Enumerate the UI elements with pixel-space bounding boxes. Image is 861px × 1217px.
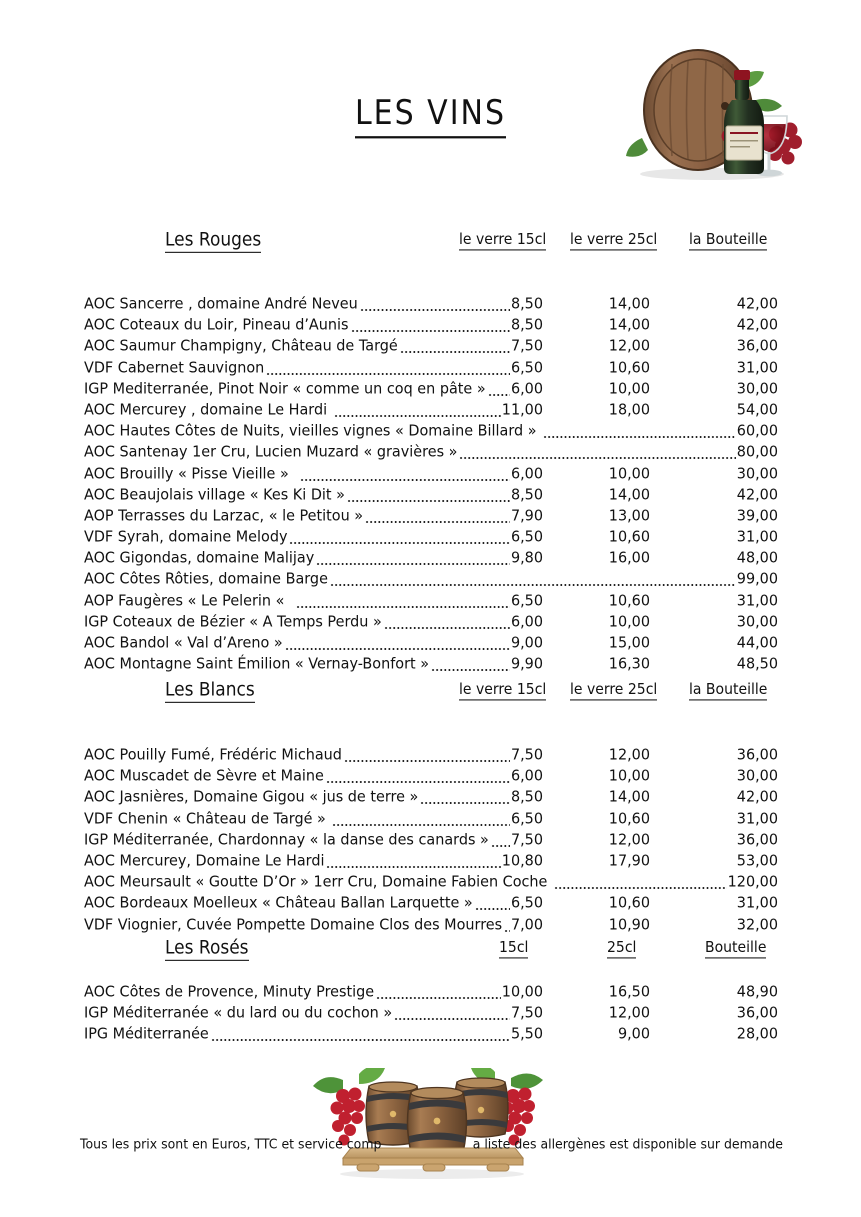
wine-row bbox=[0, 917, 861, 938]
wine-row bbox=[0, 423, 861, 444]
footer-prices-note: Tous les prix sont en Euros, TTC et service comp bbox=[80, 1136, 382, 1152]
price-glass15: 7,00 bbox=[510, 916, 543, 934]
wine-row bbox=[0, 529, 861, 550]
price-bottle: 36,00 bbox=[736, 831, 778, 849]
wine-row bbox=[0, 508, 861, 529]
wine-name: VDF Viognier, Cuvée Pompette Domaine Clos des Mourres bbox=[84, 916, 503, 934]
column-header-glass15-blancs: le verre 15cl bbox=[459, 682, 546, 701]
wine-name: IGP Méditerranée « du lard ou du cochon » bbox=[84, 1005, 393, 1022]
price-glass25: 12,00 bbox=[608, 1005, 650, 1022]
price-glass15: 11,00 bbox=[501, 401, 543, 419]
price-glass15: 5,50 bbox=[510, 1026, 543, 1044]
wine-name: AOC Jasnières, Domaine Gigou « jus de terre » bbox=[84, 789, 419, 807]
wine-row bbox=[0, 984, 861, 1005]
wine-name: AOC Bordeaux Moelleux « Château Ballan Larquette » bbox=[84, 895, 473, 912]
price-glass25: 14,00 bbox=[608, 317, 650, 334]
price-glass25: 16,30 bbox=[608, 656, 650, 673]
price-bottle: 30,00 bbox=[736, 613, 778, 631]
wine-name: AOC Muscadet de Sèvre et Maine bbox=[84, 768, 324, 785]
price-glass25: 10,60 bbox=[608, 592, 650, 610]
page-title: LES VINS bbox=[355, 94, 506, 139]
price-bottle: 31,00 bbox=[736, 895, 778, 912]
wine-name: AOC Montagne Saint Émilion « Vernay-Bonfort » bbox=[84, 656, 430, 673]
price-bottle: 39,00 bbox=[736, 507, 778, 525]
wine-name: VDF Syrah, domaine Melody bbox=[84, 529, 288, 546]
price-bottle: 31,00 bbox=[736, 592, 778, 610]
wine-name: VDF Cabernet Sauvignon bbox=[84, 359, 265, 377]
wine-row bbox=[0, 1026, 861, 1047]
dot-leader bbox=[330, 584, 736, 586]
wine-name: AOC Brouilly « Pisse Vieille » bbox=[84, 465, 289, 483]
price-bottle: 42,00 bbox=[736, 317, 778, 334]
price-bottle: 31,00 bbox=[736, 529, 778, 546]
price-bottle: 42,00 bbox=[736, 789, 778, 807]
wine-name: AOC Mercurey , domaine Le Hardi bbox=[84, 401, 328, 419]
price-glass15: 6,50 bbox=[510, 529, 543, 546]
column-header-glass25-roses: 25cl bbox=[607, 940, 636, 959]
section-roses bbox=[0, 938, 861, 1048]
price-glass25: 12,00 bbox=[608, 338, 650, 356]
wine-row bbox=[0, 317, 861, 338]
price-glass25: 16,00 bbox=[608, 550, 650, 567]
price-glass25: 16,50 bbox=[608, 984, 650, 1001]
wine-row bbox=[0, 338, 861, 359]
price-bottle: 60,00 bbox=[736, 423, 778, 440]
price-glass25: 10,00 bbox=[608, 613, 650, 631]
price-glass25: 10,60 bbox=[608, 529, 650, 546]
price-glass25: 10,00 bbox=[608, 768, 650, 785]
price-glass15: 7,50 bbox=[510, 338, 543, 356]
price-glass15: 9,80 bbox=[510, 550, 543, 567]
price-bottle: 80,00 bbox=[736, 444, 778, 461]
wine-row bbox=[0, 593, 861, 614]
wine-name: AOC Beaujolais village « Kes Ki Dit » bbox=[84, 486, 345, 504]
wine-row bbox=[0, 444, 861, 465]
price-glass25: 10,00 bbox=[608, 380, 650, 398]
price-bottle: 31,00 bbox=[736, 810, 778, 828]
price-bottle: 42,00 bbox=[736, 486, 778, 504]
price-bottle: 36,00 bbox=[736, 338, 778, 356]
wine-name: AOC Sancerre , domaine André Neveu bbox=[84, 296, 358, 313]
wine-name: AOC Hautes Côtes de Nuits, vieilles vignes « Domaine Billard » bbox=[84, 423, 537, 440]
section-title-roses: Les Rosés bbox=[165, 937, 249, 961]
wine-row bbox=[0, 1005, 861, 1026]
section-rouges bbox=[0, 230, 861, 677]
wine-name: VDF Chenin « Château de Targé » bbox=[84, 810, 326, 828]
price-glass25: 12,00 bbox=[608, 831, 650, 849]
price-glass15: 8,50 bbox=[510, 486, 543, 504]
price-bottle: 28,00 bbox=[736, 1026, 778, 1044]
wine-name: IGP Coteaux de Bézier « A Temps Perdu » bbox=[84, 613, 382, 631]
footer bbox=[0, 1136, 861, 1160]
wine-row bbox=[0, 402, 861, 423]
column-header-glass25-blancs: le verre 25cl bbox=[570, 682, 657, 701]
price-glass25: 10,60 bbox=[608, 895, 650, 912]
price-glass25: 18,00 bbox=[608, 401, 650, 419]
wine-name: AOC Saumur Champigny, Château de Targé bbox=[84, 338, 398, 356]
column-header-glass25-rouges: le verre 25cl bbox=[570, 232, 657, 251]
wine-name: AOC Mercurey, Domaine Le Hardi bbox=[84, 852, 325, 870]
wine-row bbox=[0, 296, 861, 317]
price-glass15: 6,00 bbox=[510, 613, 543, 631]
price-glass15: 6,00 bbox=[510, 768, 543, 785]
wine-row bbox=[0, 768, 861, 789]
price-bottle: 44,00 bbox=[736, 635, 778, 652]
price-glass25: 10,60 bbox=[608, 810, 650, 828]
price-glass15: 10,00 bbox=[501, 984, 543, 1001]
wine-row bbox=[0, 747, 861, 768]
price-glass15: 6,50 bbox=[510, 895, 543, 912]
price-glass25: 14,00 bbox=[608, 486, 650, 504]
price-glass15: 8,50 bbox=[510, 296, 543, 313]
wine-name: IGP Méditerranée, Chardonnay « la danse des canards » bbox=[84, 831, 489, 849]
price-bottle: 53,00 bbox=[736, 852, 778, 870]
wine-row bbox=[0, 832, 861, 853]
section-title-rouges: Les Rouges bbox=[165, 229, 261, 253]
wine-name: AOC Gigondas, domaine Malijay bbox=[84, 550, 315, 567]
wine-row bbox=[0, 571, 861, 592]
price-bottle: 120,00 bbox=[727, 874, 778, 891]
price-bottle: 32,00 bbox=[736, 916, 778, 934]
column-header-glass15-rouges: le verre 15cl bbox=[459, 232, 546, 251]
price-glass15: 7,50 bbox=[510, 747, 543, 764]
section-header-roses bbox=[0, 938, 861, 964]
price-bottle: 36,00 bbox=[736, 1005, 778, 1022]
price-glass25: 15,00 bbox=[608, 635, 650, 652]
wine-name: AOC Bandol « Val d’Areno » bbox=[84, 635, 283, 652]
price-bottle: 54,00 bbox=[736, 401, 778, 419]
footer-allergens-note: a liste des allergènes est disponible sur demande bbox=[472, 1136, 783, 1152]
price-glass25: 14,00 bbox=[608, 789, 650, 807]
wine-row bbox=[0, 550, 861, 571]
wine-name: AOC Meursault « Goutte D’Or » 1err Cru, Domaine Fabien Coche bbox=[84, 874, 548, 891]
price-glass15: 7,50 bbox=[510, 1005, 543, 1022]
price-glass15: 9,00 bbox=[510, 635, 543, 652]
price-glass15: 8,50 bbox=[510, 789, 543, 807]
price-glass25: 9,00 bbox=[617, 1026, 650, 1044]
wine-row bbox=[0, 853, 861, 874]
price-bottle: 48,00 bbox=[736, 550, 778, 567]
price-bottle: 31,00 bbox=[736, 359, 778, 377]
section-blancs bbox=[0, 680, 861, 938]
wine-row bbox=[0, 635, 861, 656]
wine-name: AOC Pouilly Fumé, Frédéric Michaud bbox=[84, 747, 342, 764]
wine-name: IPG Méditerranée bbox=[84, 1026, 209, 1044]
wine-row bbox=[0, 874, 861, 895]
wine-list-rouges bbox=[0, 296, 861, 677]
price-bottle: 48,50 bbox=[736, 656, 778, 673]
price-bottle: 48,90 bbox=[736, 984, 778, 1001]
wine-name: AOC Côtes Rôties, domaine Barge bbox=[84, 571, 328, 589]
price-bottle: 30,00 bbox=[736, 768, 778, 785]
price-glass15: 6,50 bbox=[510, 592, 543, 610]
price-glass25: 17,90 bbox=[608, 852, 650, 870]
price-glass25: 12,00 bbox=[608, 747, 650, 764]
wine-row bbox=[0, 789, 861, 810]
price-glass15: 6,00 bbox=[510, 465, 543, 483]
price-glass15: 9,90 bbox=[510, 656, 543, 673]
price-glass15: 6,50 bbox=[510, 810, 543, 828]
wine-row bbox=[0, 895, 861, 916]
price-bottle: 99,00 bbox=[736, 571, 778, 589]
price-glass15: 7,90 bbox=[510, 507, 543, 525]
barrels-pallet-illustration bbox=[305, 1068, 560, 1180]
price-glass15: 7,50 bbox=[510, 831, 543, 849]
wine-barrel-illustration bbox=[620, 42, 815, 182]
price-glass15: 6,00 bbox=[510, 380, 543, 398]
wine-list-roses bbox=[0, 984, 861, 1048]
price-glass15: 8,50 bbox=[510, 317, 543, 334]
wine-name: AOC Côtes de Provence, Minuty Prestige bbox=[84, 984, 375, 1001]
column-header-glass15-roses: 15cl bbox=[499, 940, 528, 959]
price-bottle: 30,00 bbox=[736, 465, 778, 483]
wine-list-blancs bbox=[0, 747, 861, 938]
price-glass15: 10,80 bbox=[501, 852, 543, 870]
wine-row bbox=[0, 487, 861, 508]
section-header-blancs bbox=[0, 680, 861, 706]
section-header-rouges bbox=[0, 230, 861, 256]
wine-row bbox=[0, 360, 861, 381]
price-glass15: 6,50 bbox=[510, 359, 543, 377]
section-title-blancs: Les Blancs bbox=[165, 679, 255, 703]
price-bottle: 36,00 bbox=[736, 747, 778, 764]
wine-row bbox=[0, 811, 861, 832]
price-glass25: 10,90 bbox=[608, 916, 650, 934]
price-bottle: 30,00 bbox=[736, 380, 778, 398]
price-glass25: 10,60 bbox=[608, 359, 650, 377]
wine-name: AOP Terrasses du Larzac, « le Petitou » bbox=[84, 507, 364, 525]
wine-name: AOC Santenay 1er Cru, Lucien Muzard « gravières » bbox=[84, 444, 458, 461]
wine-name: AOP Faugères « Le Pelerin « bbox=[84, 592, 285, 610]
wine-row bbox=[0, 614, 861, 635]
column-header-bottle-rouges: la Bouteille bbox=[689, 232, 767, 251]
price-glass25: 14,00 bbox=[608, 296, 650, 313]
wine-name: AOC Coteaux du Loir, Pineau d’Aunis bbox=[84, 317, 349, 334]
wine-row bbox=[0, 381, 861, 402]
wine-name: IGP Mediterranée, Pinot Noir « comme un coq en pâte » bbox=[84, 380, 486, 398]
price-glass25: 13,00 bbox=[608, 507, 650, 525]
wine-row bbox=[0, 466, 861, 487]
price-bottle: 42,00 bbox=[736, 296, 778, 313]
column-header-bottle-roses: Bouteille bbox=[705, 940, 766, 959]
wine-row bbox=[0, 656, 861, 677]
price-glass25: 10,00 bbox=[608, 465, 650, 483]
column-header-bottle-blancs: la Bouteille bbox=[689, 682, 767, 701]
